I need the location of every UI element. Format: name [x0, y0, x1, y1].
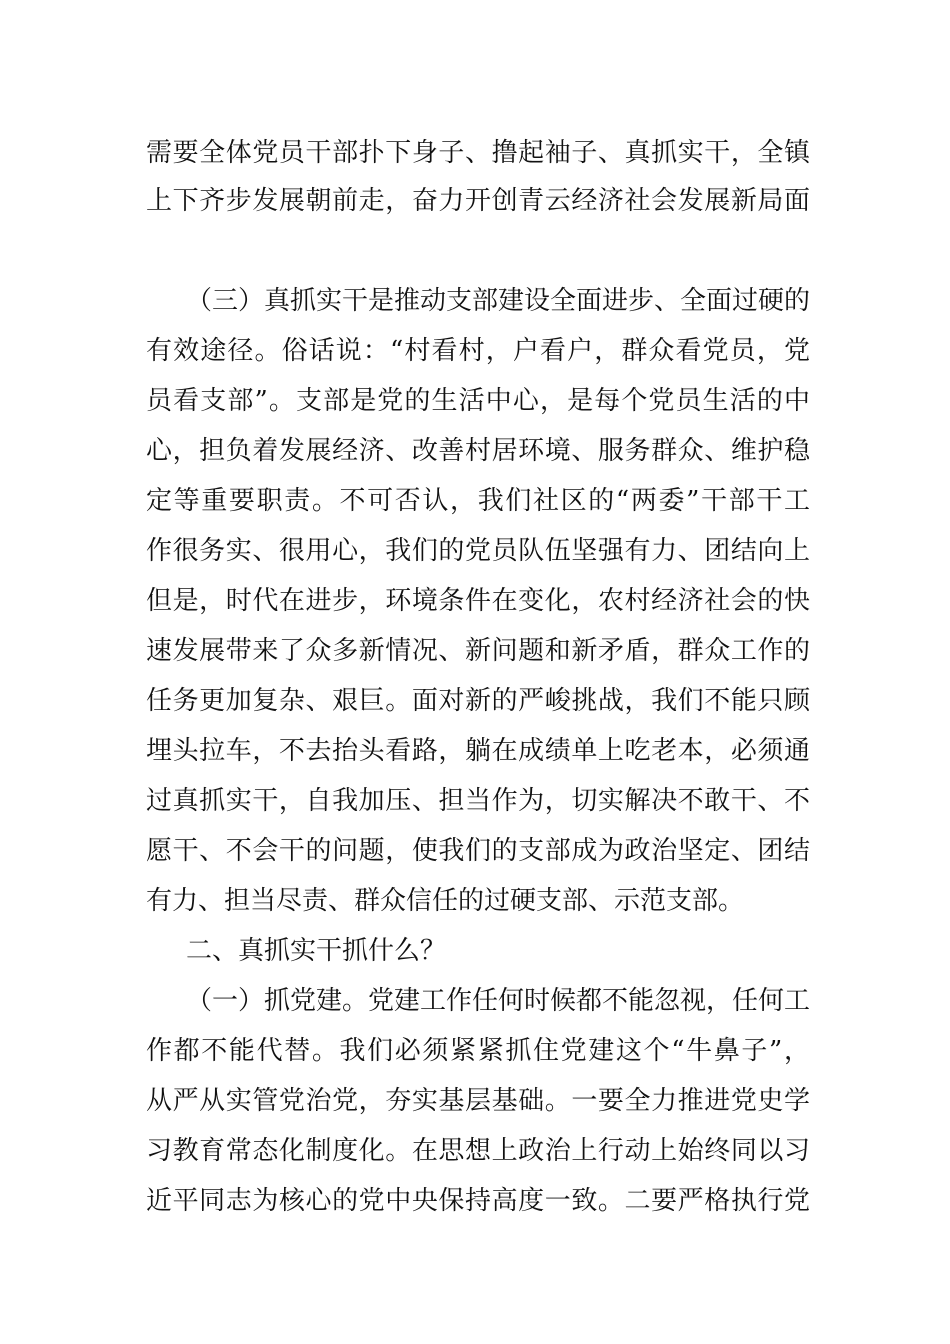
text-line-5: 员看支部”。支部是党的生活中心，是每个党员生活的中 [146, 386, 810, 416]
text-line-10: 速发展带来了众多新情况、新问题和新矛盾，群众工作的 [146, 636, 810, 666]
text-line-20: 习教育常态化制度化。在思想上政治上行动上始终同以习 [146, 1136, 810, 1166]
text-line-11: 任务更加复杂、艰巨。面对新的严峻挑战，我们不能只顾 [146, 686, 810, 716]
section-heading-3: （三）真抓实干是推动支部建设全面进步、全面过硬的 [186, 286, 810, 316]
text-line-13: 过真抓实干，自我加压、担当作为，切实解决不敢干、不 [146, 786, 810, 816]
text-line-21: 近平同志为核心的党中央保持高度一致。二要严格执行党 [146, 1186, 810, 1216]
text-line-7: 定等重要职责。不可否认，我们社区的“两委”干部干工 [146, 486, 810, 516]
text-line-4: 有效途径。俗话说：“村看村，户看户，群众看党员，党 [146, 336, 810, 366]
text-line-6: 心，担负着发展经济、改善村居环境、服务群众、维护稳 [146, 436, 810, 466]
text-line-8: 作很务实、很用心，我们的党员队伍坚强有力、团结向上 [146, 536, 810, 566]
text-line-12: 埋头拉车，不去抬头看路，躺在成绩单上吃老本，必须通 [146, 736, 810, 766]
text-line-2: 上下齐步发展朝前走，奋力开创青云经济社会发展新局面 [146, 186, 810, 216]
subsection-heading-17: （一）抓党建。党建工作任何时候都不能忽视，任何工 [186, 986, 810, 1016]
text-line-19: 从严从实管党治党，夯实基层基础。一要全力推进党史学 [146, 1086, 810, 1116]
text-line-15: 有力、担当尽责、群众信任的过硬支部、示范支部。 [146, 886, 745, 916]
text-line-14: 愿干、不会干的问题，使我们的支部成为政治坚定、团结 [146, 836, 810, 866]
section-heading-16: 二、真抓实干抓什么？ [186, 936, 447, 966]
text-line-9: 但是，时代在进步，环境条件在变化，农村经济社会的快 [146, 586, 810, 616]
text-line-18: 作都不能代替。我们必须紧紧抓住党建这个“牛鼻子”， [146, 1036, 810, 1066]
text-line-1: 需要全体党员干部扑下身子、撸起袖子、真抓实干，全镇 [146, 138, 810, 168]
